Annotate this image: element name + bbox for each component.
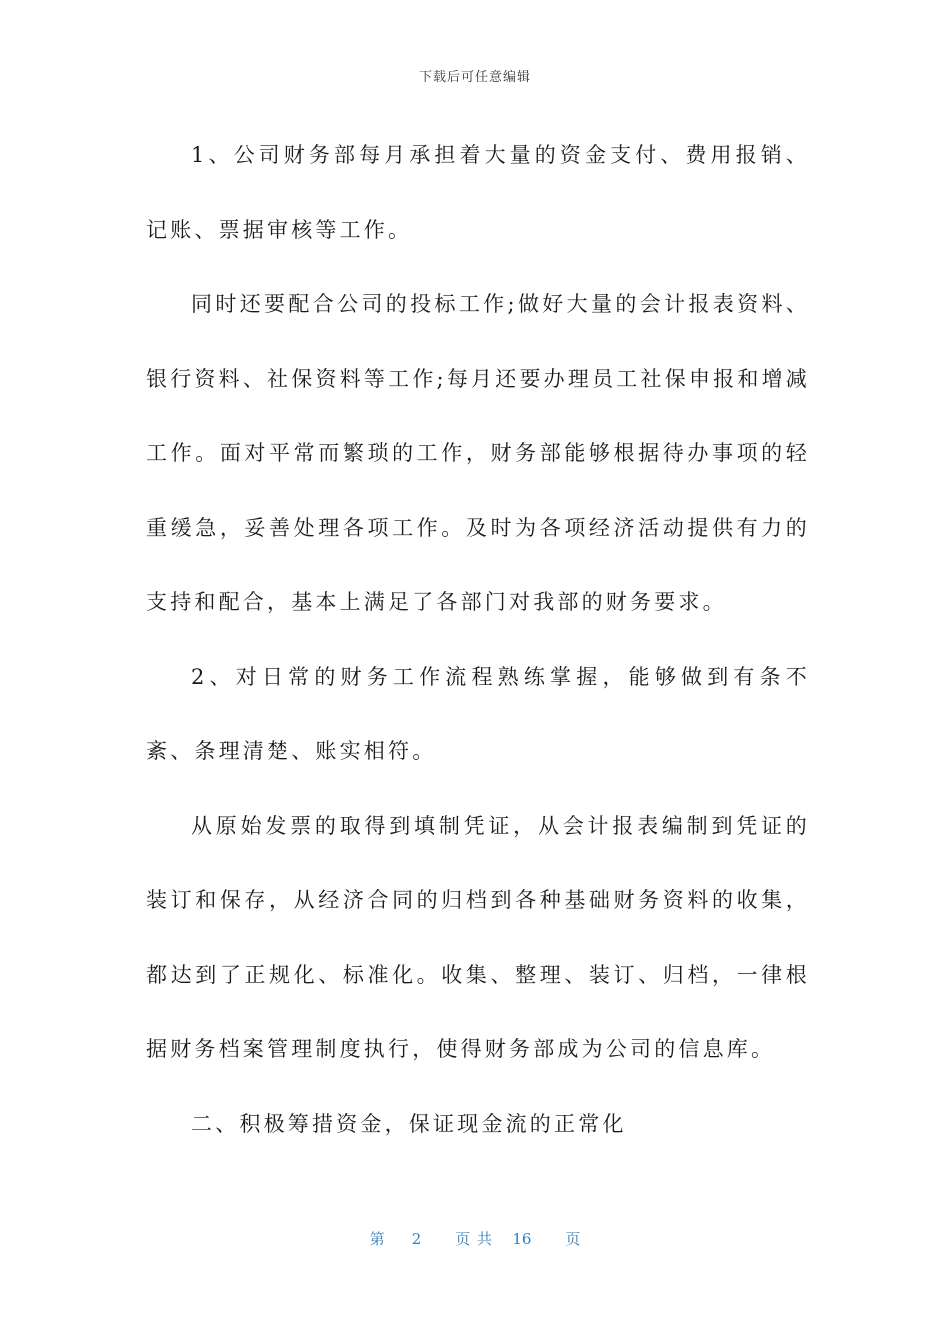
header-note: 下载后可任意编辑 [418,70,531,85]
document-body [146,118,810,1161]
paragraph-4: 从原始发票的取得到填制凭证，从会计报表编制到凭证的装订和保存，从经济合同的归档到各种基础财务资料的收集，都达到了正规化、标准化。收集、整理、装订、归档，一律根据财务档案管理制度执行，使得财务部成为公司的信息库。 [146,813,810,1061]
page-label-prefix: 第 [369,1230,385,1248]
page-footer [0,1228,950,1249]
paragraph-2: 同时还要配合公司的投标工作;做好大量的会计报表资料、银行资料、社保资料等工作;每月还要办理员工社保申报和增减工作。面对平常而繁琐的工作，财务部能够根据待办事项的轻重缓急，妥善处理各项工作。及时为各项经济活动提供有力的支持和配合，基本上满足了各部门对我部的财务要求。 [146,292,810,614]
total-pages-number: 16 [512,1230,532,1248]
section-heading-2: 二、积极筹措资金，保证现金流的正常化 [191,1111,627,1136]
paragraph-3: 2、对日常的财务工作流程熟练掌握，能够做到有条不紊、条理清楚、账实相符。 [146,664,810,763]
page-label-mid: 页 共 [455,1230,492,1248]
page-label-suffix: 页 [565,1230,581,1248]
current-page-number: 2 [411,1230,422,1248]
paragraph-1: 1、公司财务部每月承担着大量的资金支付、费用报销、记账、票据审核等工作。 [146,143,810,242]
